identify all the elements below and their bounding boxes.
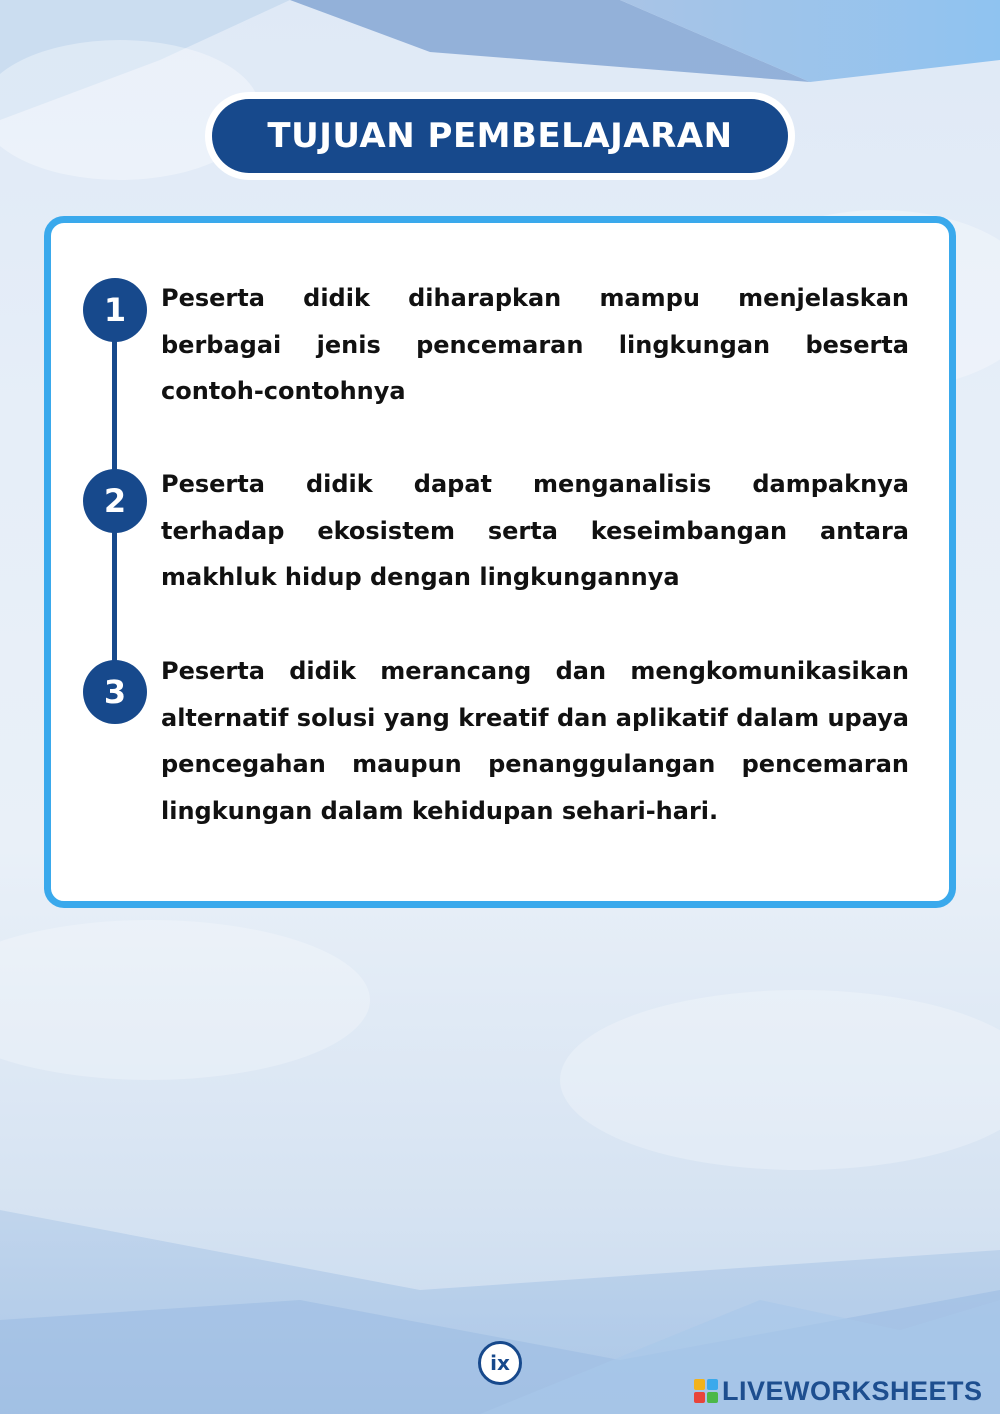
brand-watermark xyxy=(694,1374,983,1408)
objective-number-2: 2 xyxy=(83,469,147,533)
objective-number-3: 3 xyxy=(83,660,147,724)
brand-name: LIVEWORKSHEETS xyxy=(722,1375,983,1406)
objectives-card xyxy=(44,216,956,908)
brand-logo-icon xyxy=(694,1379,718,1403)
page-title: TUJUAN PEMBELAJARAN xyxy=(212,99,788,173)
objective-text-2: Peserta didik dapat menganalisis dampaknya terhadap ekosistem serta keseimbangan antara makhluk hidup dengan lingkungannya xyxy=(161,470,909,591)
page-number: ix xyxy=(478,1341,522,1385)
title-banner xyxy=(205,92,795,180)
objective-text-1: Peserta didik diharapkan mampu menjelaskan berbagai jenis pencemaran lingkungan beserta contoh-contohnya xyxy=(161,284,909,405)
objective-text-3: Peserta didik merancang dan mengkomunikasikan alternatif solusi yang kreatif dan aplikatif dalam upaya pencegahan maupun penanggulangan pencemaran lingkungan dalam kehidupan sehari-hari. xyxy=(161,657,909,825)
objective-number-1: 1 xyxy=(83,278,147,342)
